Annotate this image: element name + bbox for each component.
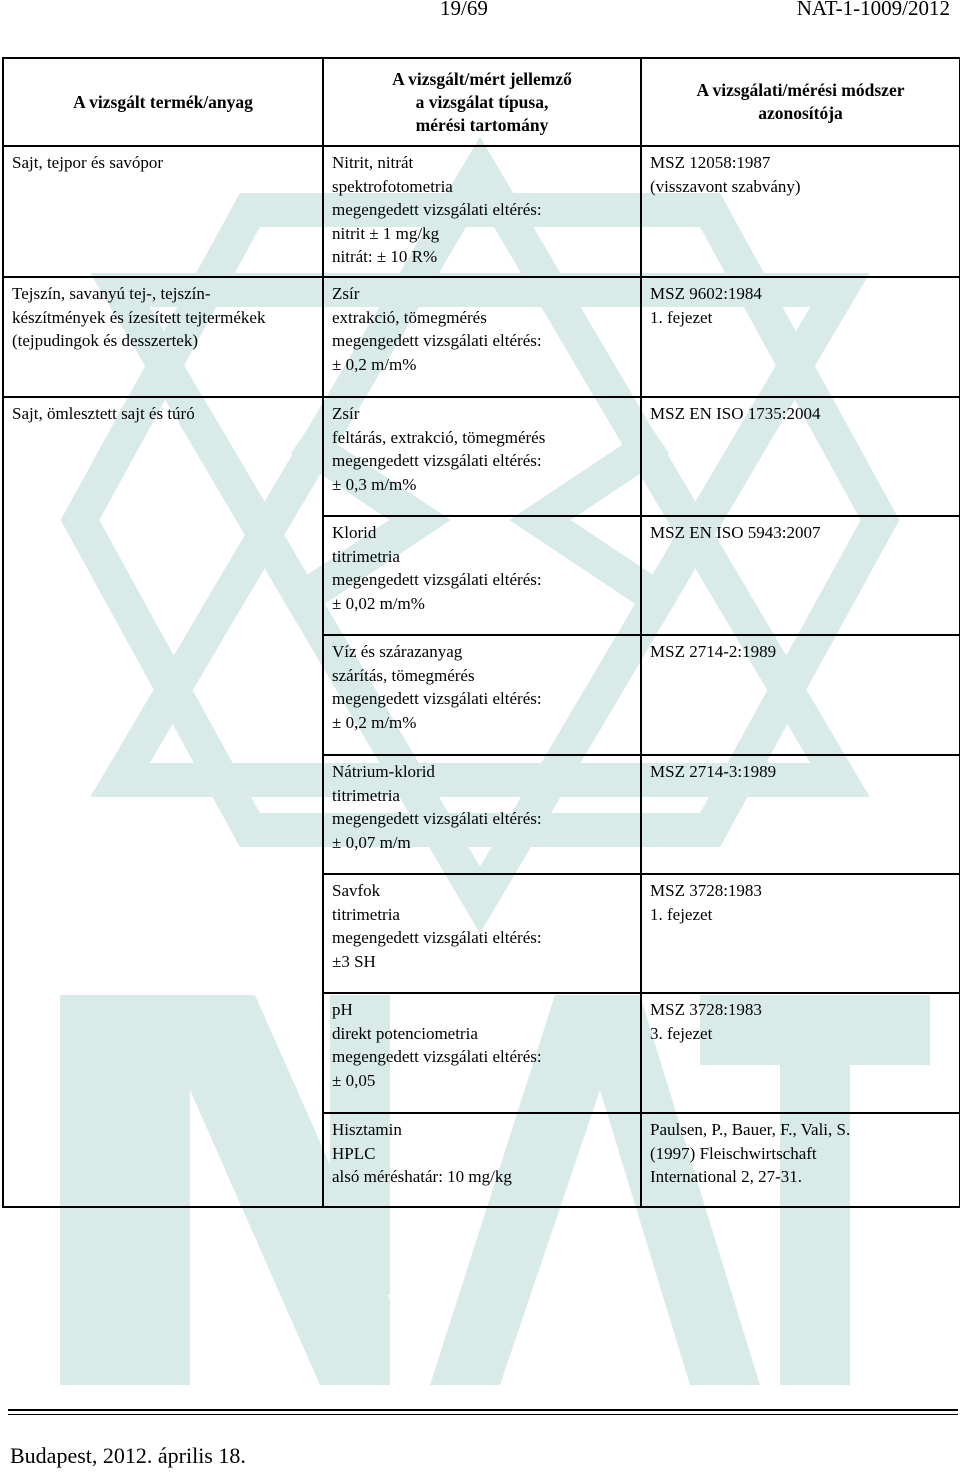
characteristic-cell: Savfok titrimetria megengedett vizsgálati eltérés: ±3 SH [323, 874, 641, 993]
method-cell: MSZ 3728:1983 3. fejezet [641, 993, 960, 1113]
footer-rule [8, 1409, 958, 1415]
table-row [3, 397, 960, 516]
method-cell: MSZ 2714-3:1989 [641, 755, 960, 874]
document-id: NAT-1-1009/2012 [796, 0, 950, 20]
characteristic-cell: Zsír extrakció, tömegmérés megengedett vizsgálati eltérés: ± 0,2 m/m% [323, 277, 641, 397]
method-cell: MSZ EN ISO 1735:2004 [641, 397, 960, 516]
table-row [3, 277, 960, 397]
method-cell: MSZ 3728:1983 1. fejezet [641, 874, 960, 993]
product-cell: Sajt, ömlesztett sajt és túró [3, 397, 323, 1207]
method-cell: Paulsen, P., Bauer, F., Vali, S. (1997) Fleischwirtschaft International 2, 27-31. [641, 1113, 960, 1207]
characteristic-cell: Hisztamin HPLC alsó méréshatár: 10 mg/kg [323, 1113, 641, 1207]
table-header-row [3, 58, 960, 146]
column-header-product: A vizsgált termék/anyag [3, 58, 323, 146]
accreditation-table [2, 57, 960, 1208]
method-cell: MSZ 12058:1987 (visszavont szabvány) [641, 146, 960, 277]
column-header-characteristic: A vizsgált/mért jellemző a vizsgálat típusa, mérési tartomány [323, 58, 641, 146]
page-header [0, 0, 960, 22]
method-cell: MSZ 2714-2:1989 [641, 635, 960, 755]
product-cell: Sajt, tejpor és savópor [3, 146, 323, 277]
table-row [3, 146, 960, 277]
characteristic-cell: Nátrium-klorid titrimetria megengedett vizsgálati eltérés: ± 0,07 m/m [323, 755, 641, 874]
method-cell: MSZ EN ISO 5943:2007 [641, 516, 960, 635]
footer-place-date: Budapest, 2012. április 18. [10, 1443, 246, 1468]
characteristic-cell: Zsír feltárás, extrakció, tömegmérés megengedett vizsgálati eltérés: ± 0,3 m/m% [323, 397, 641, 516]
characteristic-cell: pH direkt potenciometria megengedett vizsgálati eltérés: ± 0,05 [323, 993, 641, 1113]
page-number: 19/69 [440, 0, 488, 20]
product-cell: Tejszín, savanyú tej-, tejszín- készítmények és ízesített tejtermékek (tejpudingok és desszertek) [3, 277, 323, 397]
characteristic-cell: Nitrit, nitrát spektrofotometria megengedett vizsgálati eltérés: nitrit ± 1 mg/kg nitrát: ± 10 R% [323, 146, 641, 277]
column-header-method: A vizsgálati/mérési módszer azonosítója [641, 58, 960, 146]
characteristic-cell: Víz és szárazanyag szárítás, tömegmérés megengedett vizsgálati eltérés: ± 0,2 m/m% [323, 635, 641, 755]
method-cell: MSZ 9602:1984 1. fejezet [641, 277, 960, 397]
characteristic-cell: Klorid titrimetria megengedett vizsgálati eltérés: ± 0,02 m/m% [323, 516, 641, 635]
